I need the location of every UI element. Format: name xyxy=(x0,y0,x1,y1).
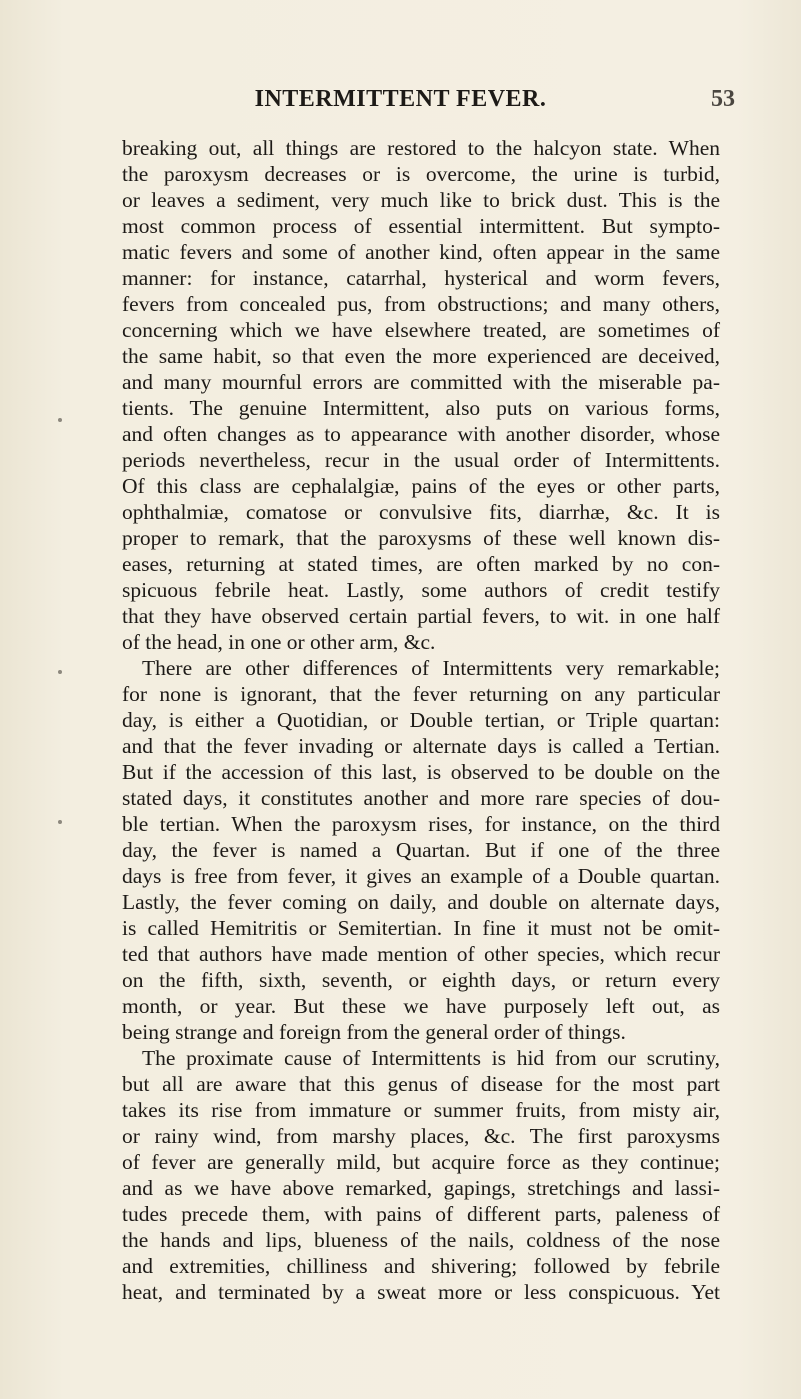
text-line: or leaves a sediment, very much like to brick dust. This is the xyxy=(122,188,720,212)
text-line: the hands and lips, blueness of the nails, coldness of the nose xyxy=(122,1228,720,1252)
text-line: spicuous febrile heat. Lastly, some authors of credit testify xyxy=(122,578,720,602)
text-line: ble tertian. When the paroxysm rises, for instance, on the third xyxy=(122,812,720,836)
running-title: INTERMITTENT FEVER. xyxy=(254,86,547,112)
text-line: matic fevers and some of another kind, often appear in the same xyxy=(122,240,720,264)
text-line: ophthalmiæ, comatose or convulsive fits, diarrhæ, &c. It is xyxy=(122,500,720,524)
text-line: Lastly, the fever coming on daily, and double on alternate days, xyxy=(122,890,720,914)
text-line: the paroxysm decreases or is overcome, the urine is turbid, xyxy=(122,162,720,186)
text-line: ted that authors have made mention of other species, which recur xyxy=(122,942,720,966)
text-line: manner: for instance, catarrhal, hysterical and worm fevers, xyxy=(122,266,720,290)
text-line: proper to remark, that the paroxysms of these well known dis- xyxy=(122,526,720,550)
text-line: concerning which we have elsewhere treated, are sometimes of xyxy=(122,318,720,342)
margin-speck xyxy=(58,418,62,422)
text-line: and often changes as to appearance with another disorder, whose xyxy=(122,422,720,446)
text-line: and as we have above remarked, gapings, stretchings and lassi- xyxy=(122,1176,720,1200)
running-head xyxy=(0,84,801,114)
text-line: and that the fever invading or alternate days is called a Tertian. xyxy=(122,734,720,758)
text-line: days is free from fever, it gives an example of a Double quartan. xyxy=(122,864,720,888)
text-line: tudes precede them, with pains of different parts, paleness of xyxy=(122,1202,720,1226)
text-line: the same habit, so that even the more experienced are deceived, xyxy=(122,344,720,368)
text-line: is called Hemitritis or Semitertian. In fine it must not be omit- xyxy=(122,916,720,940)
text-line: The proximate cause of Intermittents is hid from our scrutiny, xyxy=(142,1046,720,1070)
text-line: being strange and foreign from the general order of things. xyxy=(122,1020,626,1044)
text-line: heat, and terminated by a sweat more or less conspicuous. Yet xyxy=(122,1280,720,1304)
text-line: and many mournful errors are committed with the miserable pa- xyxy=(122,370,720,394)
text-line: periods nevertheless, recur in the usual order of Intermittents. xyxy=(122,448,720,472)
text-line: but all are aware that this genus of disease for the most part xyxy=(122,1072,720,1096)
text-line: eases, returning at stated times, are often marked by no con- xyxy=(122,552,720,576)
margin-speck xyxy=(58,670,62,674)
text-line: that they have observed certain partial fevers, to wit. in one half xyxy=(122,604,720,628)
text-line: There are other differences of Intermittents very remarkable; xyxy=(142,656,720,680)
page-number: 53 xyxy=(711,86,735,112)
margin-speck xyxy=(58,820,62,824)
text-line: or rainy wind, from marshy places, &c. The first paroxysms xyxy=(122,1124,720,1148)
text-line: takes its rise from immature or summer fruits, from misty air, xyxy=(122,1098,720,1122)
text-line: day, is either a Quotidian, or Double tertian, or Triple quartan: xyxy=(122,708,720,732)
text-line: month, or year. But these we have purposely left out, as xyxy=(122,994,720,1018)
text-line: tients. The genuine Intermittent, also puts on various forms, xyxy=(122,396,720,420)
text-line: But if the accession of this last, is observed to be double on the xyxy=(122,760,720,784)
text-line: fevers from concealed pus, from obstructions; and many others, xyxy=(122,292,720,316)
text-line: day, the fever is named a Quartan. But if one of the three xyxy=(122,838,720,862)
text-line: most common process of essential intermittent. But sympto- xyxy=(122,214,720,238)
text-line: stated days, it constitutes another and more rare species of dou- xyxy=(122,786,720,810)
text-line: on the fifth, sixth, seventh, or eighth days, or return every xyxy=(122,968,720,992)
text-line: and extremities, chilliness and shivering; followed by febrile xyxy=(122,1254,720,1278)
text-line: for none is ignorant, that the fever returning on any particular xyxy=(122,682,720,706)
text-line: Of this class are cephalalgiæ, pains of the eyes or other parts, xyxy=(122,474,720,498)
text-line: breaking out, all things are restored to the halcyon state. When xyxy=(122,136,720,160)
text-line: of fever are generally mild, but acquire force as they continue; xyxy=(122,1150,720,1174)
text-line: of the head, in one or other arm, &c. xyxy=(122,630,436,654)
